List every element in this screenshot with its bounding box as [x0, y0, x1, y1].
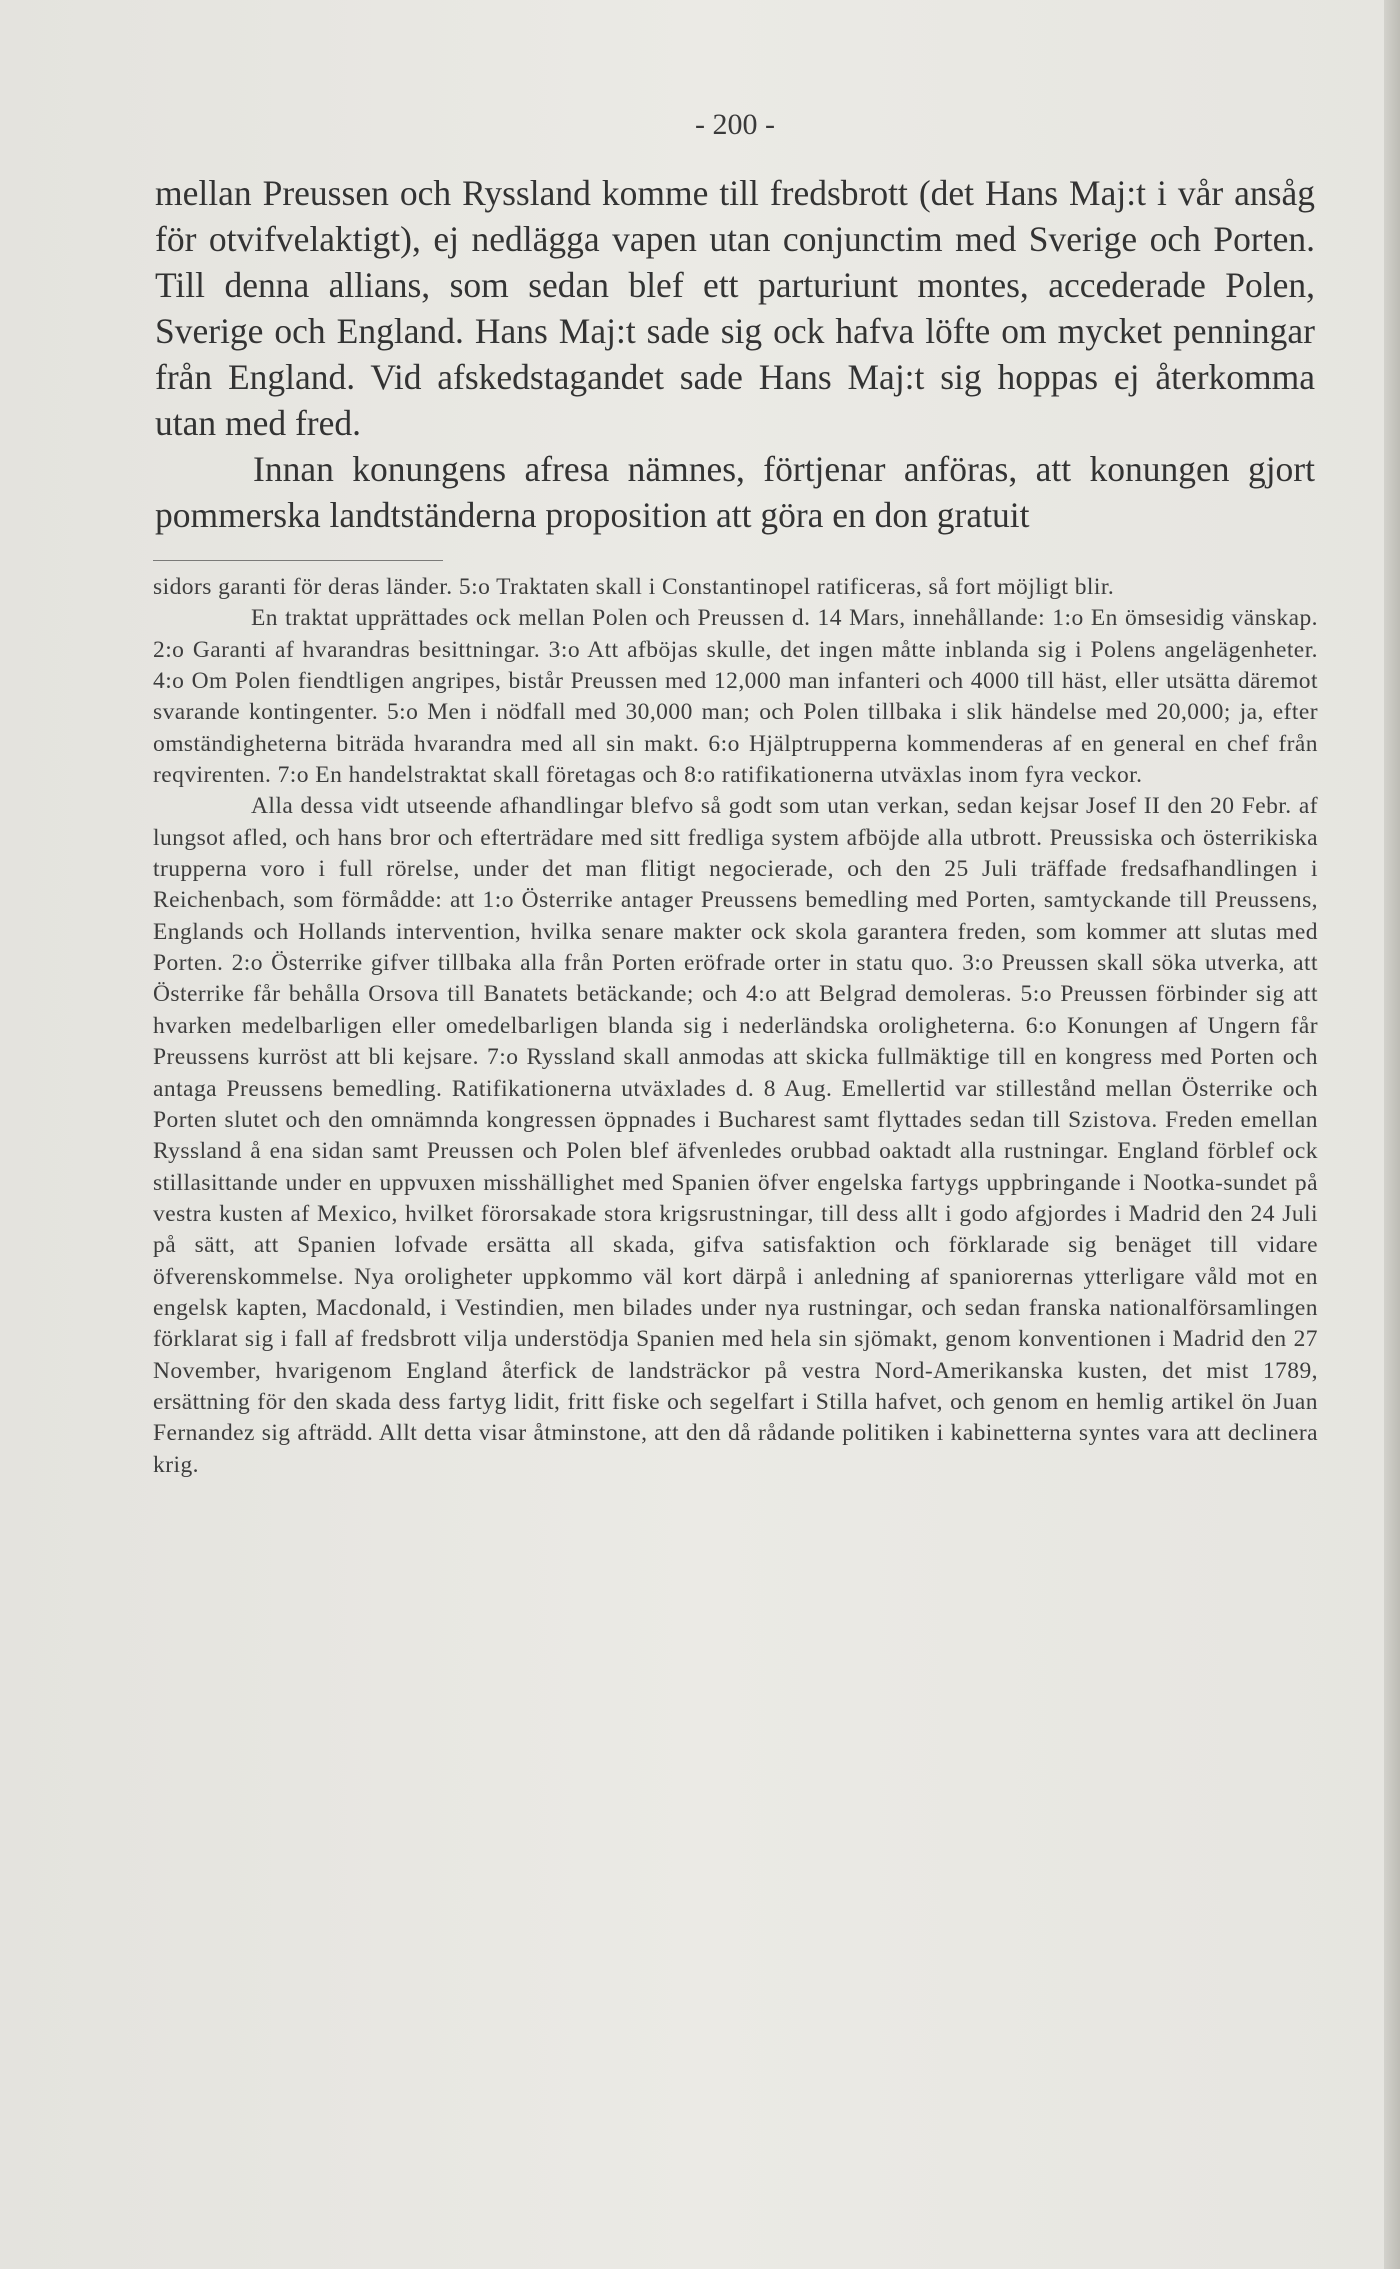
main-paragraph: mellan Preussen och Ryssland komme till fredsbrott (det Hans Maj:t i vår ansåg för otvifvelaktigt), ej nedlägga vapen utan conjunctim med Sverige och Porten. Till denna allians, som sedan blef ett parturiunt montes, accederade Polen, Sverige och England. Hans Maj:t sade sig ock hafva löfte om mycket penningar från England. Vid afskedstagandet sade Hans Maj:t sig hoppas ej återkomma utan med fred. [155, 173, 1315, 443]
page-edge [1384, 0, 1400, 2269]
footnote-divider [153, 560, 443, 561]
main-paragraph: Innan konungens afresa nämnes, förtjenar anföras, att konungen gjort pommerska landtständerna proposition att göra en don gratuit [155, 449, 1315, 535]
page-number: - 200 - [695, 108, 775, 141]
footnote-paragraph: En traktat upprättades ock mellan Polen och Preussen d. 14 Mars, innehållande: 1:o En ömsesidig vänskap. 2:o Garanti af hvarandras besittningar. 3:o Att afböjas skulle, det ingen måtte inblanda sig i Polens angelägenheter. 4:o Om Polen fiendtligen angripes, bistår Preussen med 12,000 man infanteri och 4000 till häst, eller utsätta däremot svarande kontingenter. 5:o Men i nödfall med 30,000 man; och Polen tillbaka i slik händelse med 20,000; ja, efter omständigheterna biträda hvarandra med all sin makt. 6:o Hjälptrupperna kommenderas af en general en chef från reqvirenten. 7:o En handelstraktat skall företagas och 8:o ratifikationerna utväxlas inom fyra veckor. [153, 605, 1318, 789]
footnote-paragraph: Alla dessa vidt utseende afhandlingar blefvo så godt som utan verkan, sedan kejsar Josef II den 20 Febr. af lungsot afled, och hans bror och efterträdare med sitt fredliga system afböjde alla utbrott. Preussiska och österrikiska trupperna voro i full rörelse, under det man flitigt negocierade, och den 25 Juli träffade fredsafhandlingen i Reichenbach, som förmådde: att 1:o Österrike antager Preussens bemedling med Porten, samtyckande till Preussens, Englands och Hollands intervention, hvilka senare makter ock skola garantera freden, som kommer att slutas med Porten. 2:o Österrike gifver tillbaka alla från Porten eröfrade orter in statu quo. 3:o Preussen skall söka utverka, att Österrike får behålla Orsova till Banatets betäckande; och 4:o att Belgrad demoleras. 5:o Preussen förbinder sig att hvarken medelbarligen eller omedelbarligen blanda sig i nederländska oroligheterna. 6:o Konungen af Ungern får Preussens kurröst att bli kejsare. 7:o Ryssland skall anmodas att skicka fullmäktige till en kongress med Porten och antaga Preussens bemedling. Ratifikationerna utväxlades d. 8 Aug. Emellertid var stillestånd mellan Österrike och Porten slutet och den omnämnda kongressen öppnades i Bucharest samt flyttades sedan till Szistova. Freden emellan Ryssland å ena sidan samt Preussen och Polen blef äfvenledes orubbad oaktadt alla rustningar. England förblef ock stillasittande under en uppvuxen misshällighet med Spanien öfver engelska fartygs uppbringande i Nootka-sundet på vestra kusten af Mexico, hvilket förorsakade stora krigsrustningar, till dess allt i godo afgjordes i Madrid den 24 Juli på sätt, att Spanien lofvade ersätta all skada, gifva satisfaktion och förklarade sig benäget till vidare öfverenskommelse. Nya oroligheter uppkommo väl kort därpå i anledning af spaniorernas ytterligare våld mot en engelsk kapten, Macdonald, i Vestindien, men bilades under nya rustningar, och sedan franska nationalförsamlingen förklarat sig i fall af fredsbrott vilja understödja Spanien med hela sin sjömakt, genom konventionen i Madrid den 27 November, hvarigenom England återfick de landsträckor på vestra Nord-Amerikanska kusten, det mist 1789, ersättning för den skada dess fartyg lidit, fritt fiske och segelfart i Stilla hafvet, och genom en hemlig artikel ön Juan Fernandez sig afträdd. Allt detta visar åtminstone, att den då rådande politiken i kabinetterna syntes vara att declinera krig. [153, 793, 1318, 1478]
main-text [155, 170, 1315, 538]
footnote [153, 572, 1318, 1481]
footnote-paragraph: sidors garanti för deras länder. 5:o Traktaten skall i Constantinopel ratificeras, så fort möjligt blir. [153, 574, 1115, 600]
